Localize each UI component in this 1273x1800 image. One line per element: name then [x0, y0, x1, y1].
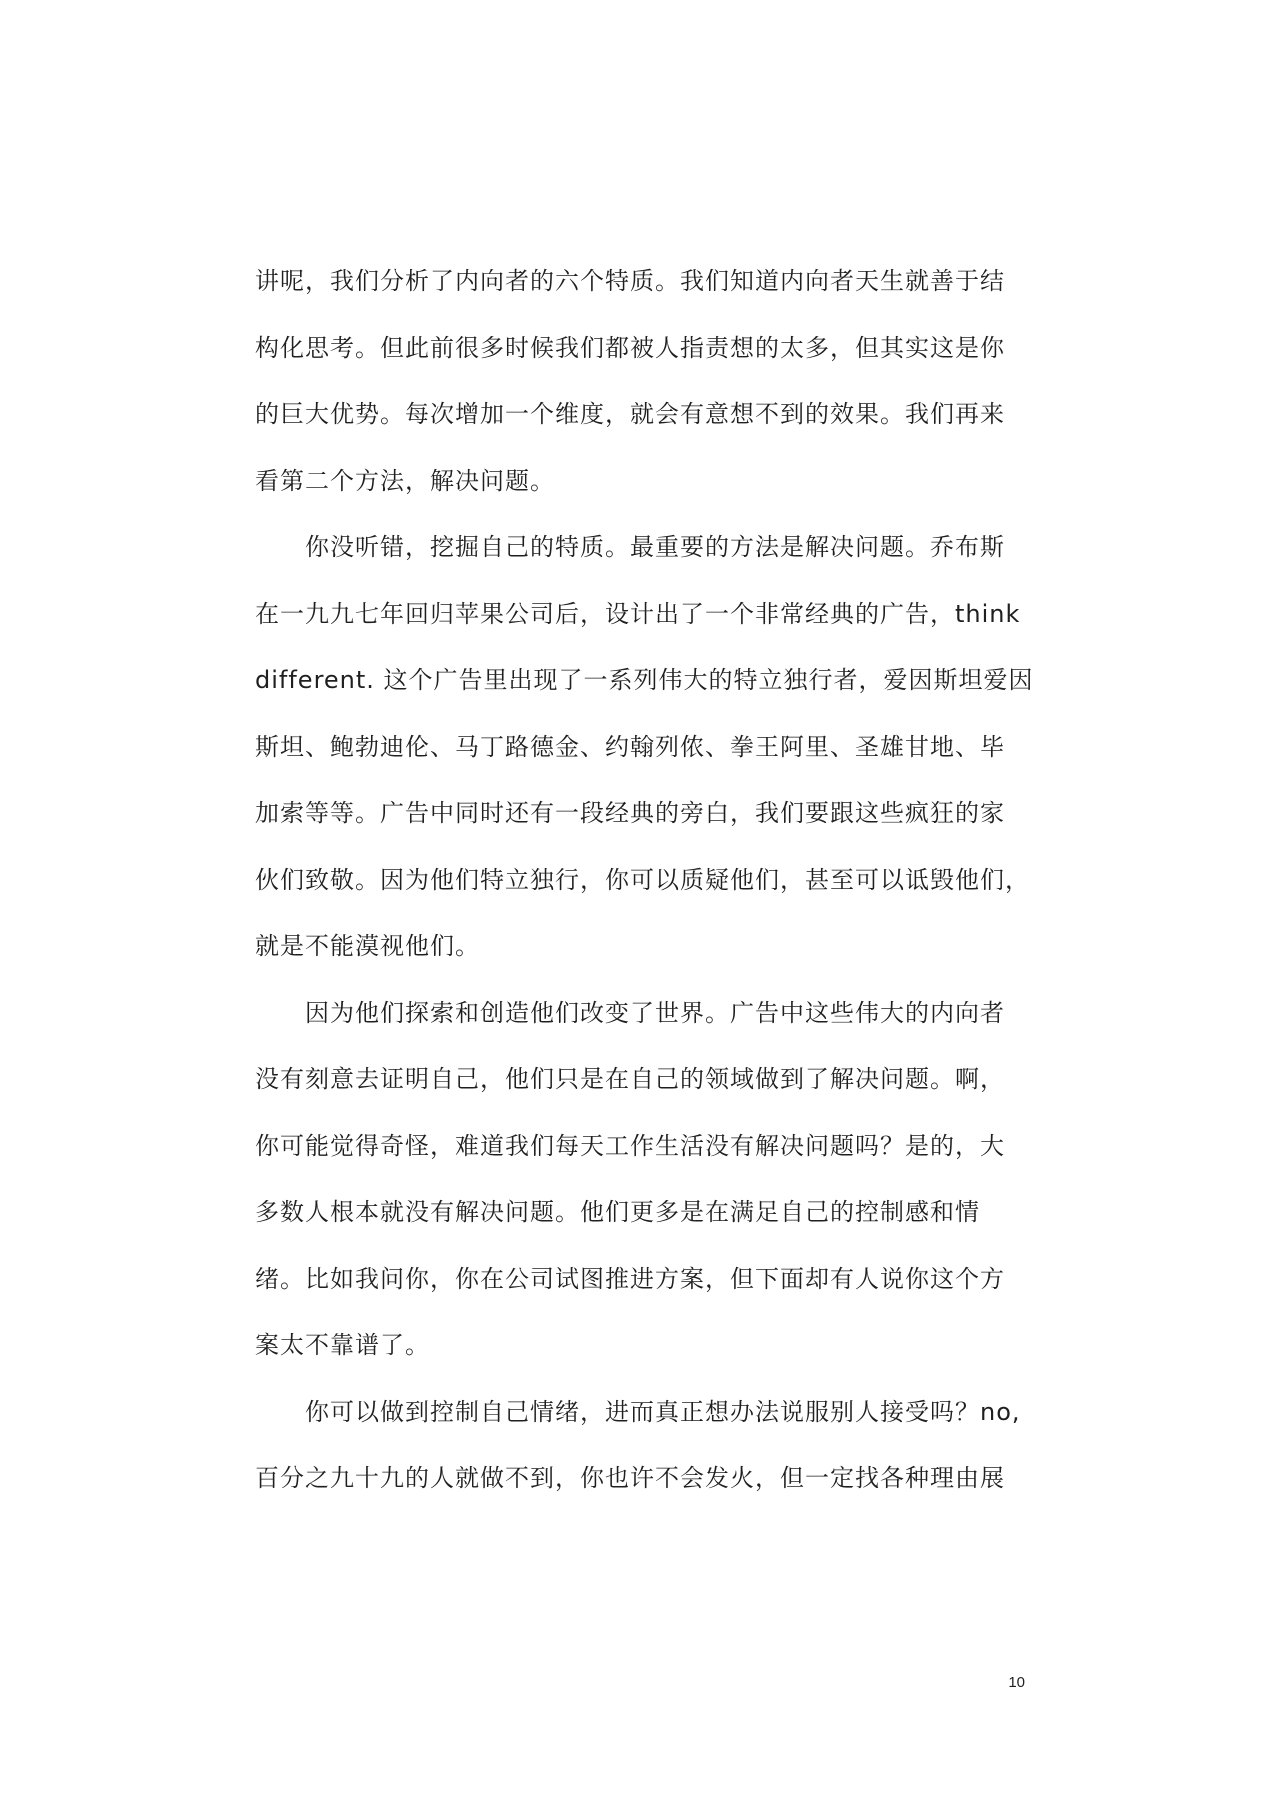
text-line: 斯坦、鲍勃迪伦、马丁路德金、约翰列侬、拳王阿里、圣雄甘地、毕	[255, 732, 1005, 761]
page-number: 10	[1008, 1674, 1025, 1691]
text-line: 多数人根本就没有解决问题。他们更多是在满足自己的控制感和情	[255, 1198, 980, 1226]
body-text	[255, 248, 1034, 1512]
text-line: 百分之九十九的人就做不到，你也许不会发火，但一定找各种理由展	[255, 1464, 1005, 1492]
text-line: 的巨大优势。每次增加一个维度，就会有意想不到的效果。我们再来	[255, 400, 1005, 428]
text-line: 你可以做到控制自己情绪，进而真正想办法说服别人接受吗？no,	[305, 1397, 1021, 1426]
text-line: 没有刻意去证明自己，他们只是在自己的领域做到了解决问题。啊，	[255, 1065, 1005, 1093]
text-line: 案太不靠谱了。	[255, 1331, 430, 1359]
text-line: 就是不能漠视他们。	[255, 932, 480, 960]
text-line: 绪。比如我问你，你在公司试图推进方案，但下面却有人说你这个方	[255, 1264, 1005, 1293]
paragraph	[255, 248, 1025, 514]
text-line: different. 这个广告里出现了一系列伟大的特立独行者，爱因斯坦爱因	[255, 666, 1034, 694]
paragraph	[255, 980, 1025, 1379]
paragraph	[255, 514, 1034, 980]
text-line: 构化思考。但此前很多时候我们都被人指责想的太多，但其实这是你	[255, 333, 1005, 362]
text-line: 看第二个方法，解决问题。	[255, 466, 555, 495]
paragraph	[255, 1379, 1025, 1512]
text-line: 在一九九七年回归苹果公司后，设计出了一个非常经典的广告，think	[255, 599, 1021, 628]
text-line: 讲呢，我们分析了内向者的六个特质。我们知道内向者天生就善于结	[255, 267, 1005, 295]
text-line: 你没听错，挖掘自己的特质。最重要的方法是解决问题。乔布斯	[305, 533, 1005, 561]
text-line: 你可能觉得奇怪，难道我们每天工作生活没有解决问题吗？是的，大	[255, 1131, 1005, 1160]
text-line: 加索等等。广告中同时还有一段经典的旁白，我们要跟这些疯狂的家	[255, 799, 1005, 827]
text-line: 伙们致敬。因为他们特立独行，你可以质疑他们，甚至可以诋毁他们，	[255, 865, 1030, 894]
text-line: 因为他们探索和创造他们改变了世界。广告中这些伟大的内向者	[305, 998, 1005, 1027]
